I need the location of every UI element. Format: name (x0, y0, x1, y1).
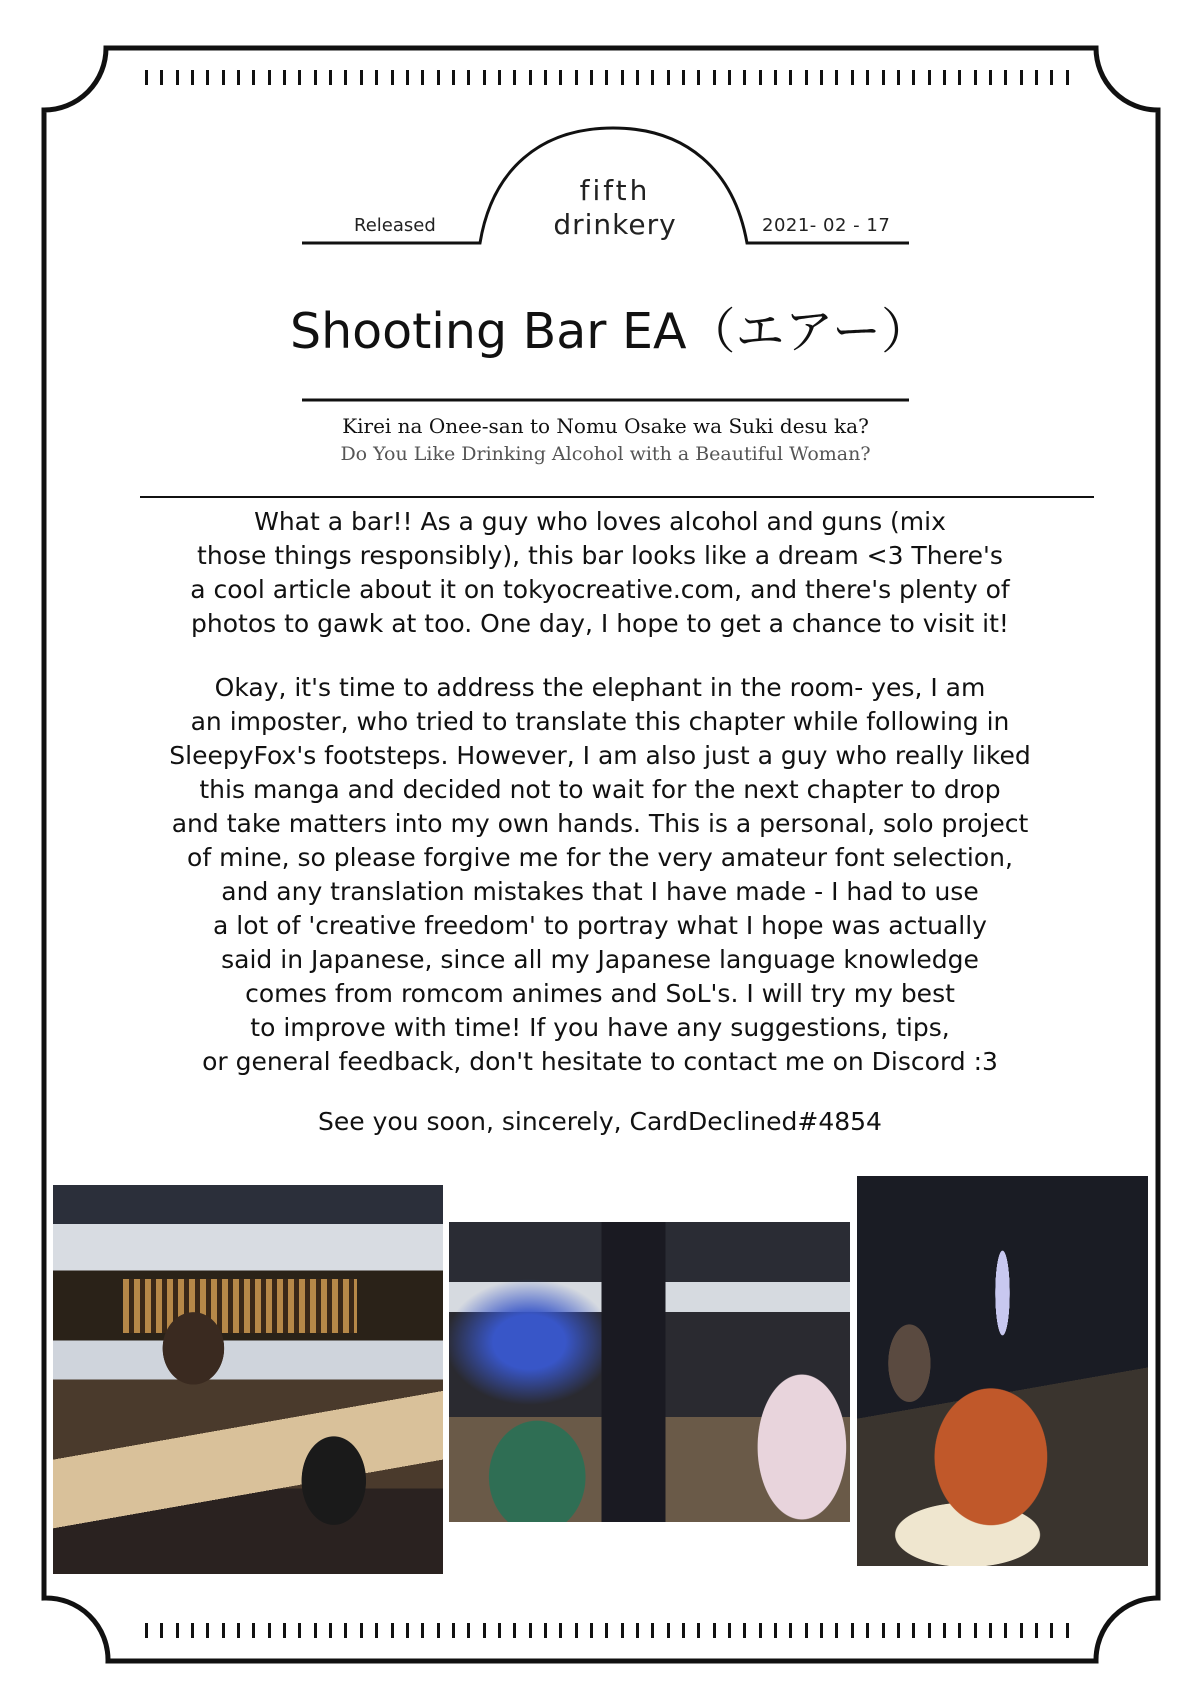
tick-mark (989, 70, 992, 85)
bottom-tick-border (145, 1623, 1069, 1638)
tick-mark (835, 1623, 838, 1638)
text-line: and take matters into my own hands. This is a personal, solo project (171, 809, 1029, 838)
tick-mark (820, 70, 823, 85)
tick-mark (544, 70, 547, 85)
paragraph-intro (130, 505, 1070, 641)
text-line: those things responsibly), this bar looks like a dream <3 There's (197, 541, 1003, 570)
tick-mark (943, 1623, 946, 1638)
tick-mark (452, 70, 455, 85)
released-label: Released (354, 215, 436, 236)
tick-mark (160, 1623, 163, 1638)
signoff (130, 1105, 1070, 1139)
tick-mark (974, 70, 977, 85)
tick-mark (1050, 1623, 1053, 1638)
tick-mark (1035, 1623, 1038, 1638)
text-line: of mine, so please forgive me for the very amateur font selection, (187, 843, 1013, 872)
tick-mark (467, 1623, 470, 1638)
tick-mark (897, 1623, 900, 1638)
text-line: and any translation mistakes that I have made - I had to use (221, 877, 979, 906)
tick-mark (667, 1623, 670, 1638)
photo-flaming-cocktail (857, 1176, 1148, 1566)
text-line: What a bar!! As a guy who loves alcohol and guns (mix (254, 507, 946, 536)
tick-mark (268, 70, 271, 85)
tick-mark (513, 70, 516, 85)
tick-mark (728, 70, 731, 85)
tick-mark (882, 70, 885, 85)
chapter-number (520, 174, 710, 242)
tick-mark (421, 1623, 424, 1638)
tick-mark (1066, 1623, 1069, 1638)
tick-mark (391, 1623, 394, 1638)
tick-mark (206, 1623, 209, 1638)
tick-mark (160, 70, 163, 85)
tick-mark (360, 1623, 363, 1638)
tick-mark (575, 1623, 578, 1638)
tick-mark (375, 70, 378, 85)
tick-mark (743, 1623, 746, 1638)
tick-mark (329, 1623, 332, 1638)
tick-mark (636, 1623, 639, 1638)
tick-mark (713, 1623, 716, 1638)
tick-mark (1004, 1623, 1007, 1638)
tick-mark (206, 70, 209, 85)
text-line: comes from romcom animes and SoL's. I will try my best (245, 979, 955, 1008)
tick-mark (928, 1623, 931, 1638)
text-line: a lot of 'creative freedom' to portray what I hope was actually (213, 911, 987, 940)
tick-mark (176, 1623, 179, 1638)
tick-mark (759, 70, 762, 85)
tick-mark (529, 70, 532, 85)
series-title-romaji: Kirei na Onee-san to Nomu Osake wa Suki desu ka? (342, 414, 869, 438)
tick-mark (943, 70, 946, 85)
text-line: an imposter, who tried to translate this chapter while following in (190, 707, 1010, 736)
tick-mark (928, 70, 931, 85)
text-line: Okay, it's time to address the elephant in the room- yes, I am (214, 673, 986, 702)
tick-mark (406, 70, 409, 85)
tick-mark (958, 1623, 961, 1638)
photo-bar-counter (53, 1185, 443, 1574)
tick-mark (621, 1623, 624, 1638)
tick-mark (529, 1623, 532, 1638)
tick-mark (360, 70, 363, 85)
tick-mark (1020, 70, 1023, 85)
text-line: a cool article about it on tokyocreative.com, and there's plenty of (190, 575, 1010, 604)
tick-mark (866, 1623, 869, 1638)
text-line: or general feedback, don't hesitate to contact me on Discord :3 (202, 1047, 998, 1076)
photo-shooting-range (449, 1222, 850, 1522)
tick-mark (958, 70, 961, 85)
tick-mark (974, 1623, 977, 1638)
tick-mark (252, 70, 255, 85)
tick-mark (145, 70, 148, 85)
tick-mark (697, 1623, 700, 1638)
tick-mark (651, 70, 654, 85)
tick-mark (268, 1623, 271, 1638)
tick-mark (728, 1623, 731, 1638)
series-title-english: Do You Like Drinking Alcohol with a Beautiful Woman? (340, 443, 871, 465)
tick-mark (314, 1623, 317, 1638)
tick-mark (467, 70, 470, 85)
tick-mark (789, 70, 792, 85)
tick-mark (636, 70, 639, 85)
tick-mark (851, 70, 854, 85)
tick-mark (1035, 70, 1038, 85)
tick-mark (237, 1623, 240, 1638)
tick-mark (1050, 70, 1053, 85)
tick-mark (559, 70, 562, 85)
tick-mark (835, 70, 838, 85)
tick-mark (774, 70, 777, 85)
tick-mark (851, 1623, 854, 1638)
tick-mark (252, 1623, 255, 1638)
tick-mark (191, 1623, 194, 1638)
tick-mark (605, 1623, 608, 1638)
text-line: this manga and decided not to wait for the next chapter to drop (199, 775, 1001, 804)
tick-mark (1066, 70, 1069, 85)
tick-mark (1020, 1623, 1023, 1638)
tick-mark (820, 1623, 823, 1638)
signoff-text: See you soon, sincerely, CardDeclined#4854 (318, 1107, 882, 1136)
tick-mark (421, 70, 424, 85)
tick-mark (406, 1623, 409, 1638)
tick-mark (483, 70, 486, 85)
tick-mark (314, 70, 317, 85)
tick-mark (283, 70, 286, 85)
tick-mark (743, 70, 746, 85)
tick-mark (483, 1623, 486, 1638)
tick-mark (375, 1623, 378, 1638)
tick-mark (713, 70, 716, 85)
tick-mark (191, 70, 194, 85)
tick-mark (498, 70, 501, 85)
tick-mark (344, 1623, 347, 1638)
tick-mark (575, 70, 578, 85)
tick-mark (590, 1623, 593, 1638)
tick-mark (145, 1623, 148, 1638)
text-line: SleepyFox's footsteps. However, I am also just a guy who really liked (169, 741, 1031, 770)
top-tick-border (145, 70, 1069, 85)
tick-mark (774, 1623, 777, 1638)
text-line: photos to gawk at too. One day, I hope to get a chance to visit it! (191, 609, 1009, 638)
tick-mark (605, 70, 608, 85)
tick-mark (621, 70, 624, 85)
tick-mark (344, 70, 347, 85)
tick-mark (1004, 70, 1007, 85)
tick-mark (298, 70, 301, 85)
tick-mark (329, 70, 332, 85)
tick-mark (682, 1623, 685, 1638)
tick-mark (866, 70, 869, 85)
tick-mark (437, 1623, 440, 1638)
tick-mark (805, 1623, 808, 1638)
tick-mark (513, 1623, 516, 1638)
chapter-line-1: fifth (579, 174, 651, 207)
tick-mark (912, 70, 915, 85)
tick-mark (667, 70, 670, 85)
tick-mark (222, 1623, 225, 1638)
tick-mark (437, 70, 440, 85)
tick-mark (682, 70, 685, 85)
tick-mark (452, 1623, 455, 1638)
tick-mark (283, 1623, 286, 1638)
text-line: to improve with time! If you have any suggestions, tips, (250, 1013, 950, 1042)
paragraph-translator-note (130, 671, 1070, 1079)
tick-mark (176, 70, 179, 85)
tick-mark (912, 1623, 915, 1638)
text-line: said in Japanese, since all my Japanese language knowledge (221, 945, 979, 974)
tick-mark (498, 1623, 501, 1638)
tick-mark (222, 70, 225, 85)
tick-mark (651, 1623, 654, 1638)
tick-mark (298, 1623, 301, 1638)
page-title: Shooting Bar EA（エアー） (289, 303, 931, 360)
tick-mark (237, 70, 240, 85)
tick-mark (590, 70, 593, 85)
tick-mark (882, 1623, 885, 1638)
chapter-line-2: drinkery (553, 208, 677, 241)
tick-mark (897, 70, 900, 85)
tick-mark (805, 70, 808, 85)
tick-mark (789, 1623, 792, 1638)
tick-mark (559, 1623, 562, 1638)
tick-mark (759, 1623, 762, 1638)
tick-mark (989, 1623, 992, 1638)
tick-mark (544, 1623, 547, 1638)
tick-mark (391, 70, 394, 85)
release-date: 2021- 02 - 17 (762, 215, 891, 236)
tick-mark (697, 70, 700, 85)
